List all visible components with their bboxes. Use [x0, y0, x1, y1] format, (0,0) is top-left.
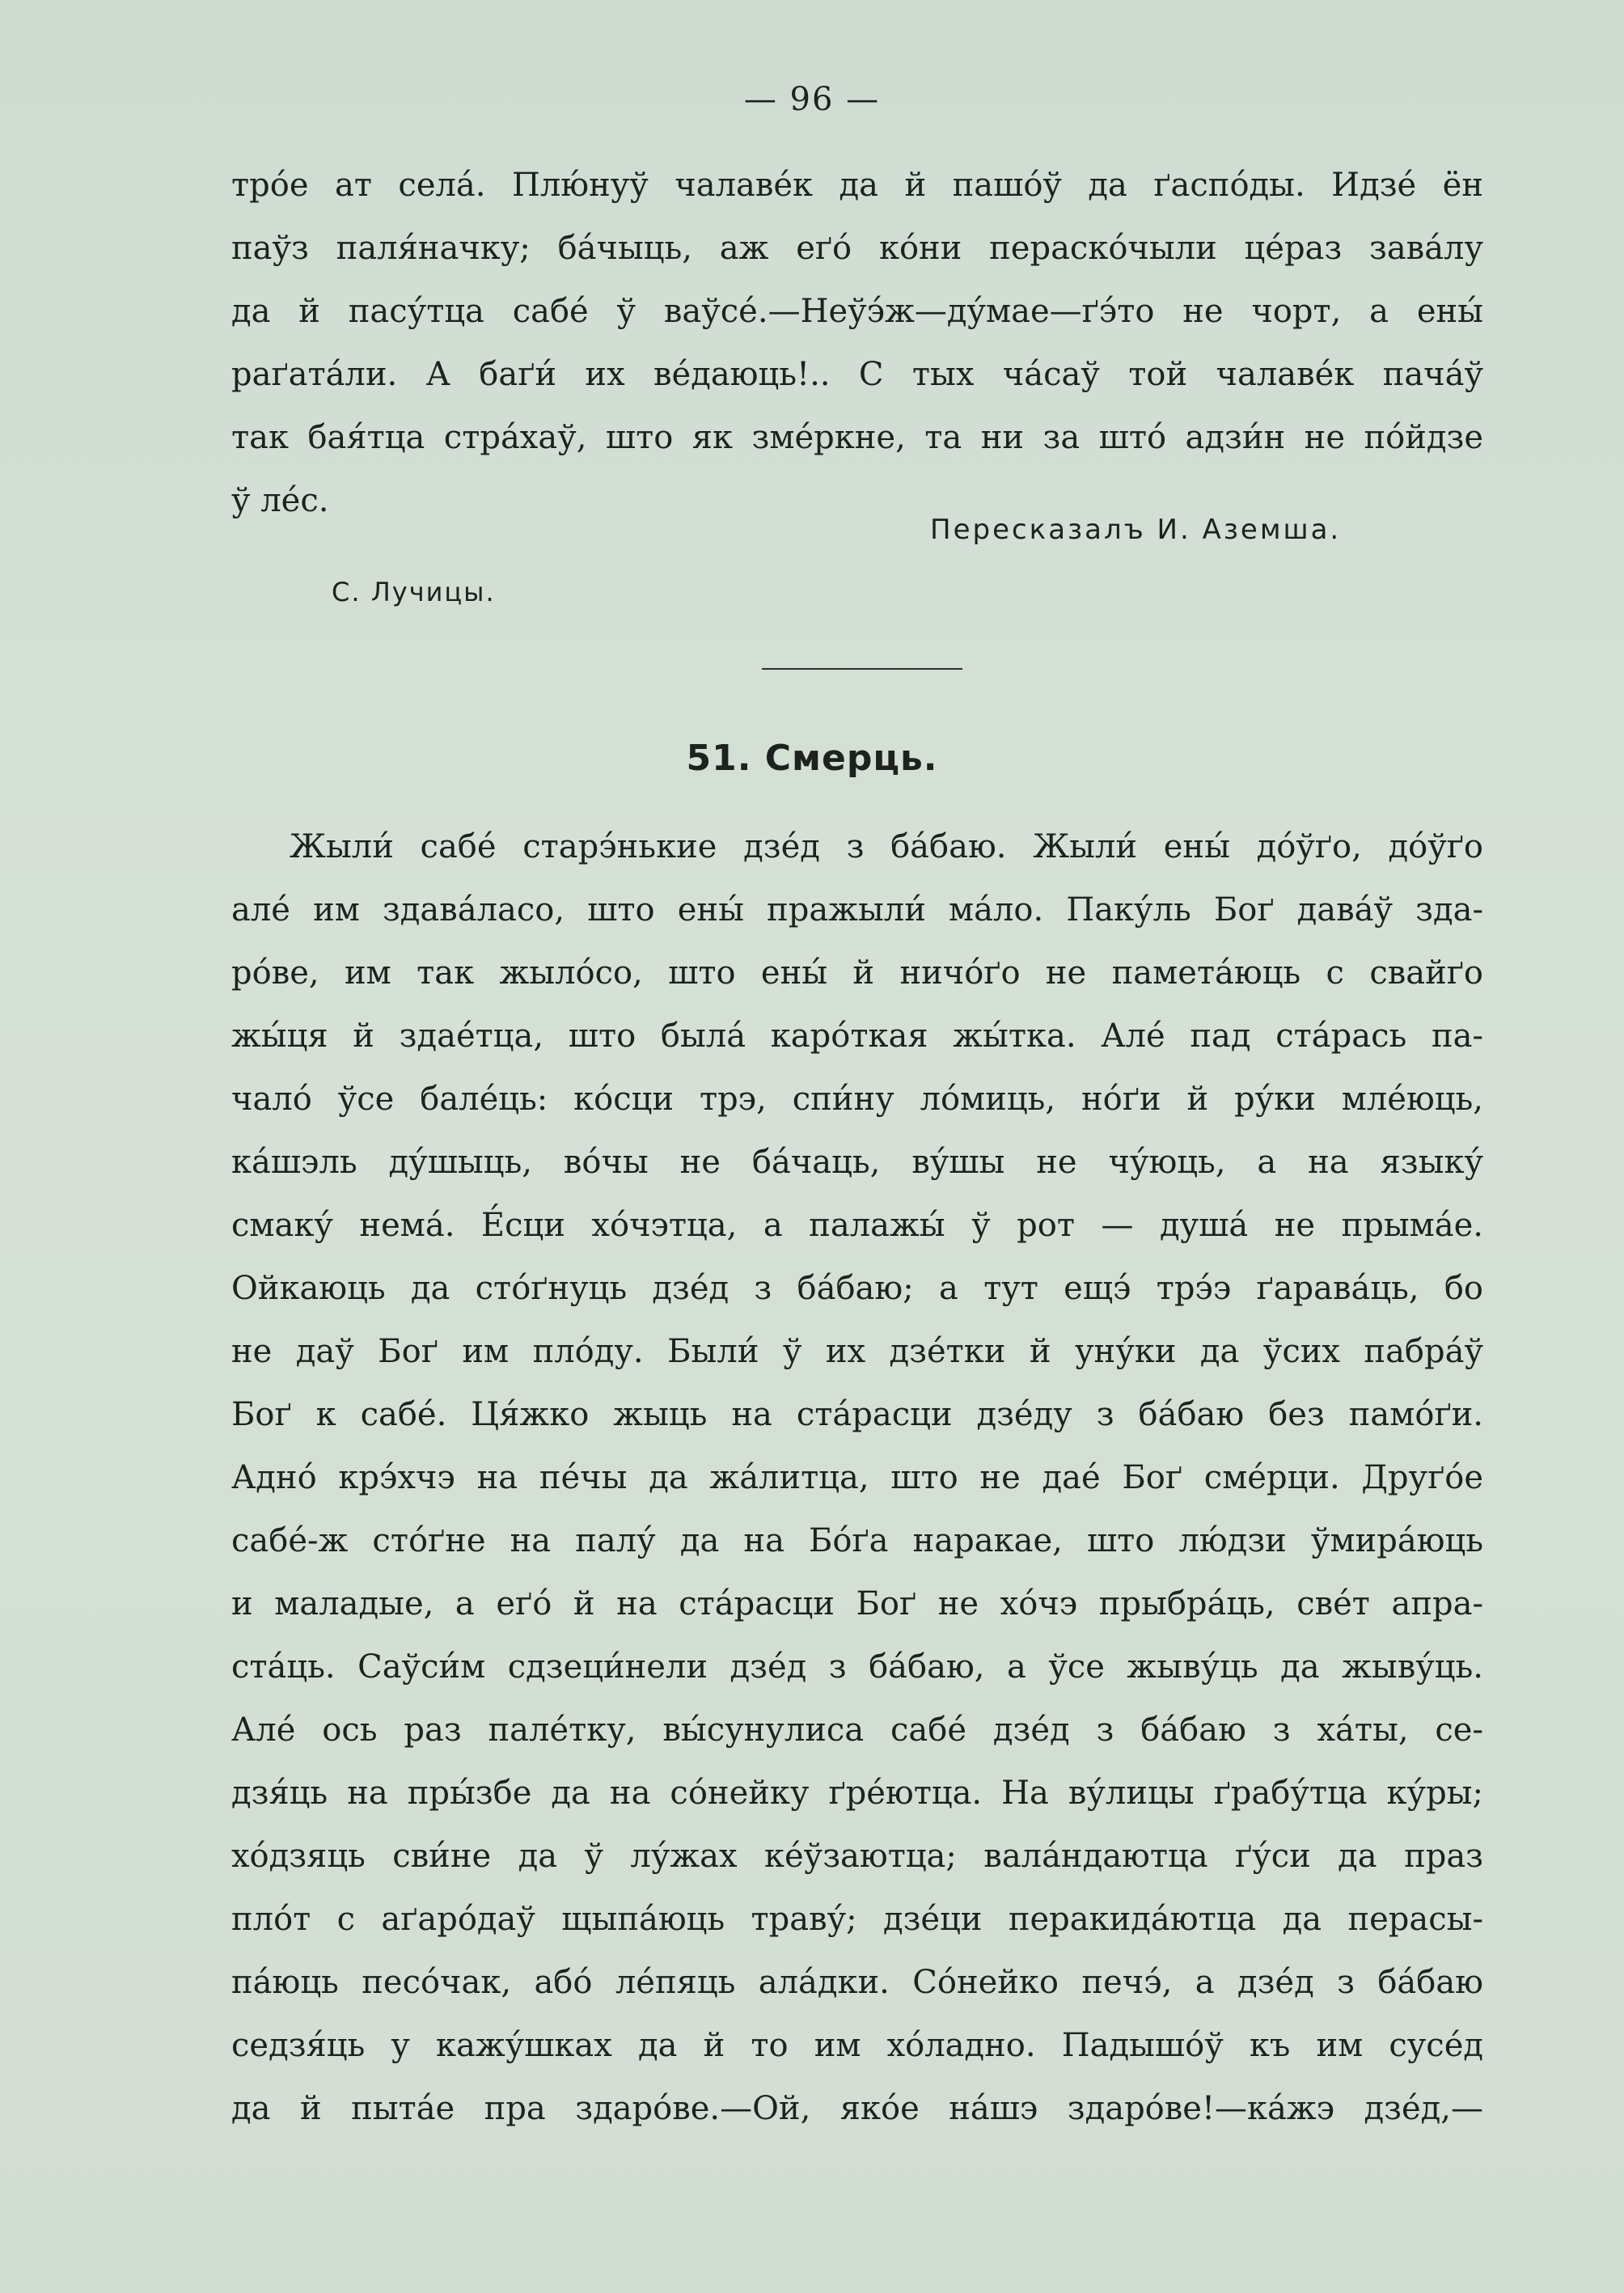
- text-line: Ойкаюць да сто́ґнуць дзе́д з ба́баю; а тут ещэ́ трэ́э ґарава́ць, бо: [231, 1270, 1483, 1307]
- text-line: так бая́тца стра́хаў, што як зме́ркне, та ни за што́ адзи́н не по́йдзе: [231, 419, 1483, 456]
- text-line: жы́ця й здае́тца, што была́ каро́ткая жы́тка. Але́ пад ста́рась па-: [231, 1017, 1483, 1055]
- text-line: раґата́ли. А баґи́ их ве́даюць!.. С тых ча́саў той чалаве́к пача́ў: [231, 356, 1483, 393]
- text-line: да й пасу́тца сабе́ ў ваўсе́.—Неўэ́ж—ду́мае—ґэ́то не чорт, а ены́: [231, 293, 1483, 330]
- text-line: паўз паля́начку; ба́чыць, аж еґо́ ко́ни пераско́чыли це́раз зава́лу: [231, 230, 1483, 267]
- text-line: хо́дзяць сви́не да ў лу́жах ке́ўзаютца; вала́ндаютца ґу́си да праз: [231, 1838, 1483, 1875]
- text-line: але́ им здава́ласо, што ены́ пражыли́ ма́ло. Паку́ль Боґ дава́ў зда-: [231, 891, 1483, 929]
- text-line: сабе́-ж сто́ґне на палу́ да на Бо́ґа наракае, што лю́дзи ўмира́юць: [231, 1522, 1483, 1559]
- text-line: ста́ць. Саўси́м сдзеци́нели дзе́д з ба́баю, а ўсе жыву́ць да жыву́ць.: [231, 1648, 1483, 1686]
- place-name: С. Лучицы.: [332, 577, 496, 607]
- text-line: пло́т с аґаро́даў щыпа́юць траву́; дзе́ци перакида́ютца да перасы-: [231, 1901, 1483, 1938]
- text-line: Але́ ось раз пале́тку, вы́сунулиса сабе́ дзе́д з ба́баю з ха́ты, се-: [231, 1711, 1483, 1749]
- text-line: не даў Боґ им пло́ду. Были́ ў их дзе́тки й уну́ки да ўсих пабра́ў: [231, 1333, 1483, 1370]
- text-line: ка́шэль ду́шыць, во́чы не ба́чаць, ву́шы не чу́юць, а на языку́: [231, 1144, 1483, 1181]
- text-line: дзя́ць на пры́збе да на со́нейку ґре́ютца. На ву́лицы ґрабу́тца ку́ры;: [231, 1775, 1483, 1812]
- section-title: 51. Смерць.: [686, 738, 938, 779]
- story-body: [231, 815, 1483, 2140]
- text-line: седзя́ць у кажу́шках да й то им хо́ладно. Падышо́ў къ им сусе́д: [231, 2027, 1483, 2064]
- text-line: Боґ к сабе́. Ця́жко жыць на ста́расци дзе́ду з ба́баю без памо́ґи.: [231, 1396, 1483, 1433]
- text-line: ў ле́с.: [231, 482, 329, 519]
- text-line: смаку́ нема́. Е́сци хо́чэтца, а палажы́ ў рот — душа́ не прыма́е.: [231, 1207, 1483, 1244]
- story-continuation: [231, 154, 1483, 532]
- text-line: чало́ ўсе бале́ць: ко́сци трэ, спи́ну ло́миць, но́ґи й ру́ки мле́юць,: [231, 1081, 1483, 1118]
- text-line: да й пыта́е пра здаро́ве.—Ой, яко́е на́шэ здаро́ве!—ка́жэ дзе́д,—: [231, 2090, 1483, 2127]
- section-divider: [762, 668, 962, 670]
- text-line: Жыли́ сабе́ старэ́нькие дзе́д з ба́баю. Жыли́ ены́ до́ўґо, до́ўґо: [290, 828, 1483, 865]
- text-line: и маладые, а еґо́ й на ста́расци Боґ не хо́чэ прыбра́ць, све́т апра-: [231, 1585, 1483, 1622]
- narrator-signature: Пересказалъ И. Аземша.: [930, 514, 1342, 546]
- page-number: — 96 —: [743, 81, 881, 118]
- text-line: ро́ве, им так жыло́со, што ены́ й ничо́ґо не памета́юць с свайґо: [231, 954, 1483, 992]
- text-line: тро́е ат села́. Плю́нуў чалаве́к да й пашо́ў да ґаспо́ды. Идзе́ ён: [231, 167, 1483, 204]
- text-line: па́юць песо́чак, або́ ле́пяць ала́дки. Со́нейко печэ́, а дзе́д з ба́баю: [231, 1964, 1483, 2001]
- text-line: Адно́ крэ́хчэ на пе́чы да жа́литца, што не дае́ Боґ сме́рци. Друґо́е: [231, 1459, 1483, 1496]
